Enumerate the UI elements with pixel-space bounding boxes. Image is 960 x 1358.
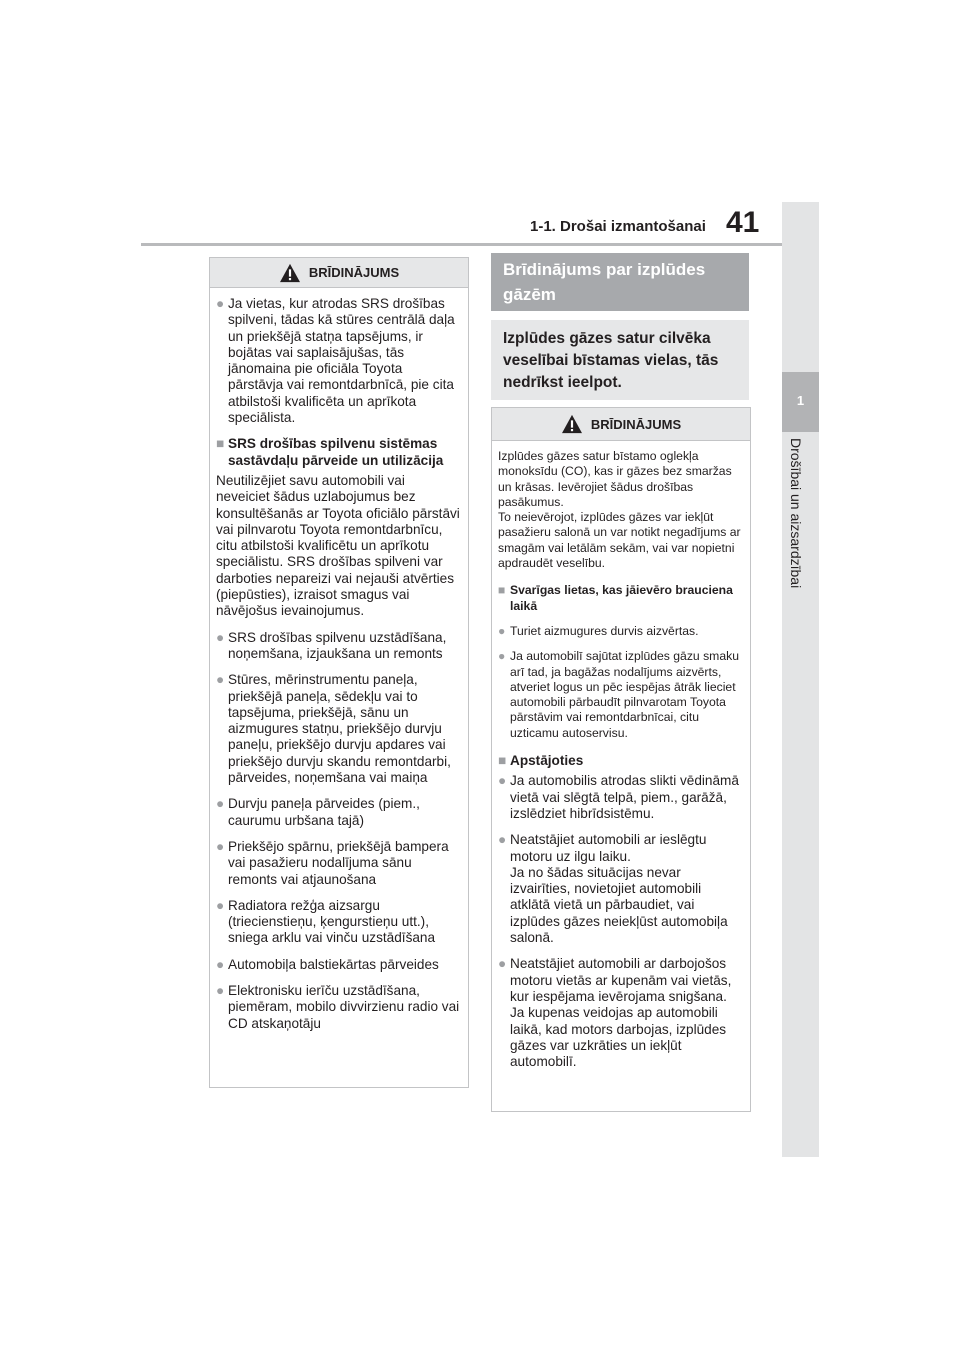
list-item (498, 773, 742, 822)
list-item (498, 832, 742, 946)
subheading-text: Svarīgas lietas, kas jāievēro brauciena laikā (510, 583, 733, 613)
list-item-text: Automobiļa balstiekārtas pārveides (228, 956, 439, 972)
left-warning-box (209, 257, 469, 1088)
list-item (216, 796, 460, 829)
right-warning-box (491, 407, 751, 1112)
bullet-icon: ● (498, 832, 507, 848)
bullet-icon: ● (498, 773, 507, 789)
left-paragraph: Neutilizējiet savu automobili vai neveiciet šādus uzlabojumus bez konsultēšanās ar Toyota oficiālo pārstāvi vai pilnvarotu Toyota remontdarbnīcu, citu atbilstoši kvalificētu un aprīkotu speciālistu. SRS drošības spilveni var darboties nepareizi vai nejauši atvērties (piepūsties), izraisot smagus vai nāvējošus ievainojumus. (216, 472, 460, 619)
side-tab-label: Drošībai un aizsardzībai (788, 438, 804, 589)
section-lead: Izplūdes gāzes satur cilvēka veselībai bīstamas vielas, tās nedrīkst ieelpot. (491, 320, 749, 400)
square-bullet-icon: ■ (498, 583, 506, 598)
warning-triangle-icon (561, 414, 583, 434)
list-item-text: Elektronisku ierīču uzstādīšana, piemēram, mobilo divvirzienu radio vai CD atskaņotāju (228, 982, 460, 1031)
list-item (216, 296, 460, 426)
left-subheading (216, 436, 460, 469)
square-bullet-icon: ■ (216, 436, 225, 452)
right-warning-body (492, 441, 750, 1078)
list-item-text: Durvju paneļa pārveides (piem., caurumu urbšana tajā) (228, 796, 420, 828)
warning-triangle-icon (279, 263, 301, 283)
list-item-text: SRS drošības spilvenu uzstādīšana, noņemšana, izjaukšana un remonts (228, 629, 447, 661)
bullet-icon: ● (216, 796, 225, 812)
list-item-text: Ja automobilis atrodas slikti vēdināmā vietā vai slēgtā telpā, piem., garāžā, izslēdziet hibrīdsistēmu. (510, 773, 739, 821)
list-item (498, 649, 742, 741)
bullet-icon: ● (216, 897, 225, 913)
list-item (216, 983, 460, 1032)
right-paragraph-2: To neievērojot, izplūdes gāzes var iekļūt pasažieru salonā un var notikt negadījums ar smagām vai letālām sekām, vai var nopietni apdraudēt veselību. (498, 510, 741, 571)
left-warning-body (210, 288, 468, 1040)
list-item-text: Turiet aizmugures durvis aizvērtas. (510, 623, 699, 638)
list-item-text: Stūres, mērinstrumentu paneļa, priekšējā paneļa, sēdekļu vai to tapsējuma, priekšējā, sānu un aizmugures statņu, priekšējo durvju paneļu, priekšējo durvju apdares vai priekšējo durvju skandu remontdarbi, pārveides, noņemšana vai maiņa (228, 672, 451, 786)
left-warning-title: BRĪDINĀJUMS (308, 265, 400, 280)
side-tab-track (782, 202, 819, 1157)
right-warning-title: BRĪDINĀJUMS (590, 416, 682, 432)
subheading-text: SRS drošības spilvenu sistēmas sastāvdaļu pārveide un utilizācija (228, 436, 444, 468)
bullet-icon: ● (216, 672, 225, 688)
list-item (216, 672, 460, 786)
list-item (498, 956, 742, 1070)
bullet-icon: ● (216, 629, 225, 645)
list-item (216, 630, 460, 663)
list-item (498, 624, 742, 639)
bullet-icon: ● (498, 623, 506, 638)
list-item (216, 898, 460, 947)
bullet-icon: ● (216, 982, 225, 998)
right-paragraph-1: Izplūdes gāzes satur bīstamo oglekļa monoksīdu (CO), kas ir gāzes bez smaržas un krāsas. Ievērojiet šādus drošības pasākumus. (498, 449, 732, 509)
list-item (216, 957, 460, 973)
list-item-text: Priekšējo spārnu, priekšējā bampera vai pasažieru nodalījuma sānu remonts vai atjaunošana (228, 838, 449, 887)
list-item (216, 839, 460, 888)
side-tab-number: 1 (796, 393, 805, 408)
bullet-icon: ● (216, 956, 225, 972)
list-item-text: Radiatora režģa aizsargu (triecienstieņu, ķengurstieņu utt.), sniega arklu vai vinču uzstādīšana (228, 897, 436, 946)
header-section-title: 1-1. Drošai izmantošanai (530, 218, 706, 235)
list-item-text: Ja automobilī sajūtat izplūdes gāzu smaku arī tad, ja bagāžas nodalījums aizvērts, atveriet logus un pēc iespējas ātrāk lieciet automobili pārbaudīt pilnvarotam Toyota pārstāvim vai remontdarbnīcai, citu uzticamu autoservisu. (510, 649, 739, 740)
section-title: Brīdinājums par izplūdes gāzēm (491, 253, 749, 311)
subheading-text: Apstājoties (510, 753, 584, 769)
right-subheading-2 (498, 753, 742, 769)
list-item-text: Neatstājiet automobili ar ieslēgtu motoru uz ilgu laiku. Ja no šādas situācijas nevar izvairīties, novietojiet automobili atklātā vietā un pārbaudiet, vai izplūdes gāzes neiekļūst automobiļa salonā. (510, 832, 728, 946)
right-subheading-1 (498, 583, 742, 614)
square-bullet-icon: ■ (498, 753, 507, 769)
right-warning-header (492, 408, 750, 441)
list-item-text: Ja vietas, kur atrodas SRS drošības spilveni, tādas kā stūres centrālā daļa un priekšējā statņa tapsējums, ir bojātas vai saplaisājušas, tās jānomaina pie oficiāla Toyota pārstāvja vai remontdarbnīcā, pie cita atbilstoši kvalificēta un aprīkota speciālista. (228, 296, 455, 426)
header-divider (141, 243, 782, 246)
bullet-icon: ● (498, 956, 507, 972)
bullet-icon: ● (216, 838, 225, 854)
bullet-icon: ● (498, 649, 506, 664)
list-item-text: Neatstājiet automobili ar darbojošos motoru vietās ar kupenām vai vietās, kur iespējama ievērojama snigšana. Ja kupenas veidojas ap automobili laikā, kad motors darbojas, izplūdes gāzes var uzkrāties un iekļūt automobilī. (510, 956, 732, 1070)
left-warning-header (210, 258, 468, 288)
bullet-icon: ● (216, 296, 225, 311)
page-number: 41 (726, 206, 760, 239)
